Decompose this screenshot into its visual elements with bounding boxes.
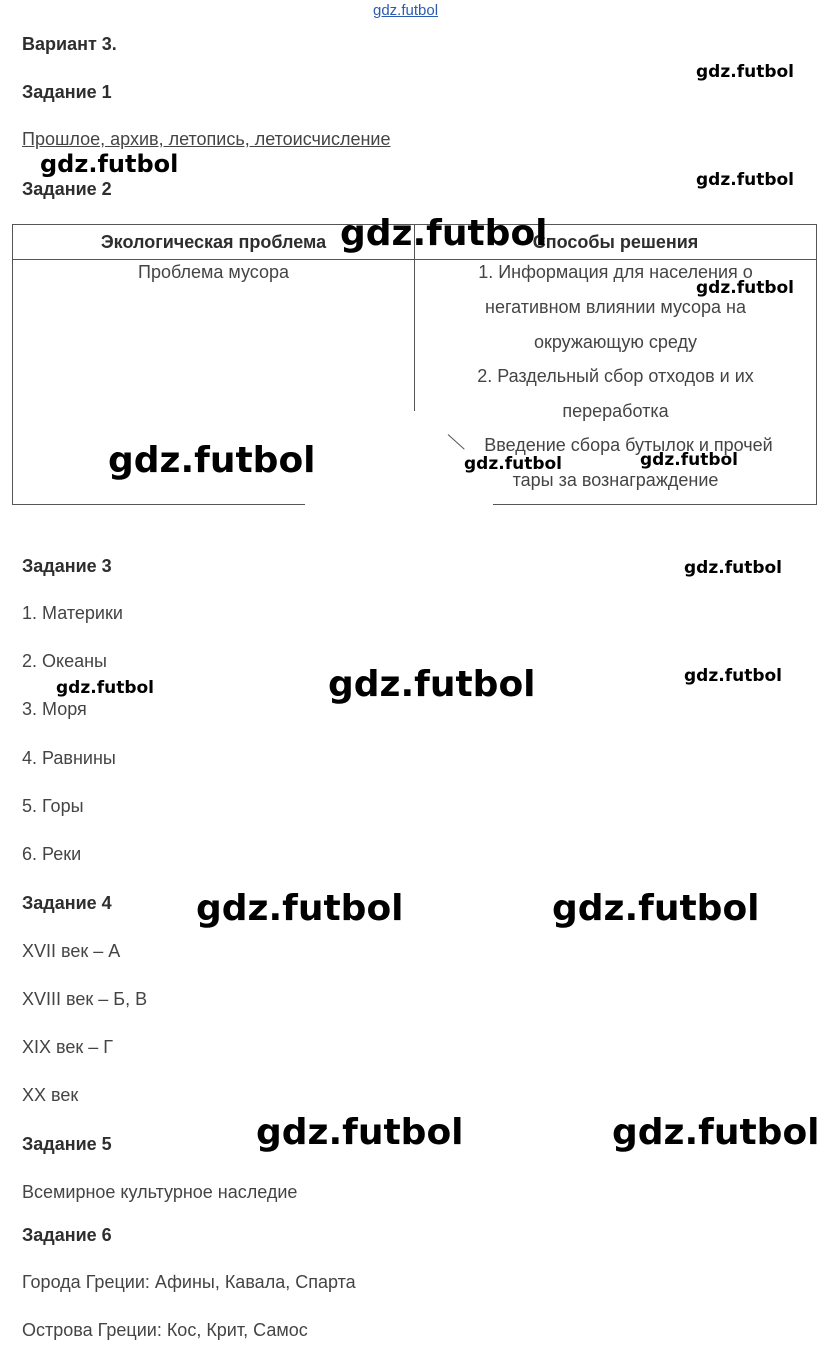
watermark: gdz.futbol [684, 666, 782, 686]
watermark: gdz.futbol [612, 1112, 820, 1153]
task6-line: Города Греции: Афины, Кавала, Спарта [22, 1272, 356, 1292]
watermark: gdz.futbol [464, 454, 562, 474]
table-header-solutions: Способы решения [532, 232, 699, 252]
table-header-problem: Экологическая проблема [100, 232, 327, 252]
task4-item: XVII век – А [22, 941, 121, 961]
table-cell-solution-line: 2. Раздельный сбор отходов и их [477, 366, 754, 386]
watermark: gdz.futbol [108, 440, 316, 481]
task3-item: 4. Равнины [22, 748, 116, 768]
watermark: gdz.futbol [684, 558, 782, 578]
watermark: gdz.futbol [196, 888, 404, 929]
watermark: gdz.futbol [256, 1112, 464, 1153]
task5-answer: Всемирное культурное наследие [22, 1182, 298, 1202]
table-cell-solution-line: 1. Информация для населения о [478, 262, 753, 282]
site-link[interactable]: gdz.futbol [373, 2, 439, 19]
watermark: gdz.futbol [40, 150, 179, 178]
task3-item: 2. Океаны [22, 651, 107, 671]
watermark: gdz.futbol [56, 678, 154, 698]
task4-item: XX век [22, 1085, 79, 1105]
task4-item: XVIII век – Б, В [22, 989, 148, 1009]
watermark: gdz.futbol [696, 170, 794, 190]
watermark: gdz.futbol [328, 664, 536, 705]
watermark: gdz.futbol [696, 62, 794, 82]
table-cell-solution-line: Введение сбора бутылок и прочей [484, 435, 773, 455]
watermark: gdz.futbol [340, 213, 548, 254]
task4-item: XIX век – Г [22, 1037, 114, 1057]
task3-item: 1. Материки [22, 603, 123, 623]
task3-item: 3. Моря [22, 699, 87, 719]
task3-heading: Задание 3 [22, 556, 112, 576]
task1-heading: Задание 1 [22, 82, 112, 102]
table-cell-solution-line: негативном влиянии мусора на [485, 297, 746, 317]
table-cell-solution-line: окружающую среду [533, 332, 698, 352]
task5-heading: Задание 5 [22, 1134, 112, 1154]
table-cell-solution-line: тары за вознаграждение [512, 470, 719, 490]
task2-heading: Задание 2 [22, 179, 112, 199]
variant-title: Вариант 3. [22, 34, 117, 54]
watermark: gdz.futbol [640, 450, 738, 470]
table-cell-problem: Проблема мусора [138, 262, 289, 282]
task4-heading: Задание 4 [22, 893, 112, 913]
watermark: gdz.futbol [552, 888, 760, 929]
table-cell-solution-line: переработка [562, 401, 669, 421]
task3-item: 6. Реки [22, 844, 82, 864]
task6-line: Острова Греции: Кос, Крит, Самос [22, 1320, 308, 1340]
task3-item: 5. Горы [22, 796, 84, 816]
task1-answer: Прошлое, архив, летопись, летоисчисление [22, 129, 391, 149]
watermark: gdz.futbol [696, 278, 794, 298]
task6-heading: Задание 6 [22, 1225, 112, 1245]
